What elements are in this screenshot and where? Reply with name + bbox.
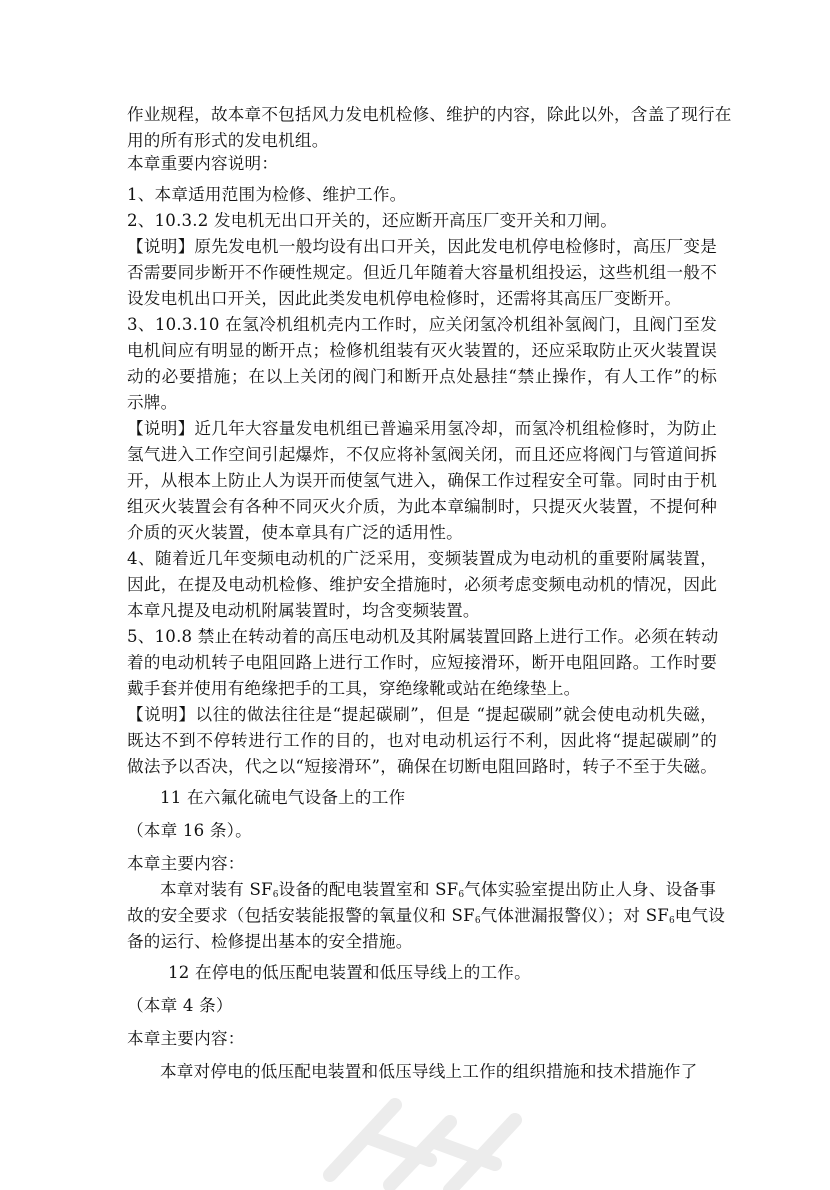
sf6-paragraph-line-2 bbox=[127, 905, 726, 932]
item-2: 2、10.3.2 发电机无出口开关的，还应断开高压厂变开关和刀闸。 bbox=[127, 211, 618, 230]
subscript: 6 bbox=[474, 916, 481, 926]
sf6-paragraph-line-3: 备的运行、检修提出基本的安全措施。 bbox=[127, 932, 413, 951]
item-5-line-3: 戴手套并使用有绝缘把手的工具，穿绝缘靴或站在绝缘垫上。 bbox=[127, 679, 581, 698]
item-3-line-2: 电机间应有明显的断开点；检修机组装有灭火装置的，还应采取防止灭火装置误 bbox=[127, 341, 717, 360]
item-4-line-2: 因此，在提及电动机检修、维护安全措施时，必须考虑变频电动机的情况，因此 bbox=[127, 575, 717, 594]
sf6-text: 本章对装有 SF bbox=[160, 880, 273, 899]
note-2-line-3: 设发电机出口开关，因此此类发电机停电检修时，还需将其高压厂变断开。 bbox=[127, 289, 682, 308]
note-3-line-3: 开，从根本上防止人为误开而使氢气进入，确保工作过程安全可靠。同时由于机 bbox=[127, 471, 717, 490]
note-5-line-2: 既达不到不停转进行工作的目的，也对电动机运行不利，因此将“提起碳刷”的 bbox=[127, 731, 717, 750]
item-1: 1、本章适用范围为检修、维护工作。 bbox=[127, 185, 407, 204]
note-5-line-1: 【说明】以往的做法往往是“提起碳刷”，但是 “提起碳刷”就会使电动机失磁， bbox=[127, 705, 717, 724]
note-2-line-2: 否需要同步断开不作硬性规定。但近几年随着大容量机组投运，这些机组一般不 bbox=[127, 263, 717, 282]
item-5-line-2: 着的电动机转子电阻回路上进行工作时，应短接滑环，断开电阻回路。工作时要 bbox=[127, 653, 717, 672]
item-4-line-1: 4、随着近几年变频电动机的广泛采用，变频装置成为电动机的重要附属装置， bbox=[127, 549, 717, 568]
chapter-12-heading: 12 在停电的低压配电装置和低压导线上的工作。 bbox=[168, 963, 531, 982]
chapter-12-main-content-label: 本章主要内容： bbox=[127, 1029, 245, 1048]
item-3-line-3: 动的必要措施；在以上关闭的阀门和断开点处悬挂“禁止操作，有人工作”的标 bbox=[127, 367, 717, 386]
subscript: 6 bbox=[272, 890, 279, 900]
item-3-line-1: 3、10.3.10 在氢冷机组机壳内工作时，应关闭氢冷机组补氢阀门，且阀门至发 bbox=[127, 315, 717, 334]
note-3-line-4: 组灭火装置会有各种不同灭火介质，为此本章编制时，只提灭火装置，不提何种 bbox=[127, 497, 717, 516]
sf6-text: 电气设 bbox=[674, 906, 726, 925]
item-3-line-4: 示牌。 bbox=[127, 393, 178, 412]
note-3-line-1: 【说明】近几年大容量发电机组已普遍采用氢冷却，而氢冷机组检修时，为防止 bbox=[127, 419, 717, 438]
note-3-line-2: 氢气进入工作空间引起爆炸，不仅应将补氢阀关闭，而且还应将阀门与管道间拆 bbox=[127, 445, 717, 464]
note-5-line-3: 做法予以否决，代之以“短接滑环”，确保在切断电阻回路时，转子不至于失磁。 bbox=[127, 757, 717, 776]
sf6-text: 气体实验室提出防止人身、设备事 bbox=[464, 880, 717, 899]
subscript: 6 bbox=[668, 916, 675, 926]
sf6-paragraph-line-1 bbox=[160, 879, 717, 906]
body-line-1: 作业规程，故本章不包括风力发电机检修、维护的内容，除此以外，含盖了现行在 bbox=[127, 105, 732, 124]
body-line-2: 用的所有形式的发电机组。 bbox=[127, 131, 329, 150]
chapter-12-paragraph-line-1: 本章对停电的低压配电装置和低压导线上工作的组织措施和技术措施作了 bbox=[160, 1062, 698, 1081]
note-2-line-1: 【说明】原先发电机一般均设有出口开关，因此发电机停电检修时，高压厂变是 bbox=[127, 237, 717, 256]
chapter-11-main-content-label: 本章主要内容： bbox=[127, 854, 245, 873]
sf6-text: 故的安全要求（包括安装能报警的氧量仪和 SF bbox=[127, 906, 475, 925]
note-3-line-5: 介质的灭火装置，使本章具有广泛的适用性。 bbox=[127, 523, 463, 542]
subscript: 6 bbox=[458, 890, 465, 900]
item-4-line-3: 本章凡提及电动机附属装置时，均含变频装置。 bbox=[127, 601, 480, 620]
item-5-line-1: 5、10.8 禁止在转动着的高压电动机及其附属装置回路上进行工作。必须在转动 bbox=[127, 627, 719, 646]
section-heading-key-notes: 本章重要内容说明： bbox=[127, 154, 279, 173]
chapter-11-count: （本章 16 条）。 bbox=[127, 821, 252, 840]
sf6-text: 设备的配电装置室和 SF bbox=[278, 880, 459, 899]
chapter-11-heading: 11 在六氟化硫电气设备上的工作 bbox=[160, 788, 406, 807]
sf6-text: 气体泄漏报警仪）；对 SF bbox=[480, 906, 669, 925]
chapter-12-count: （本章 4 条） bbox=[127, 996, 233, 1015]
